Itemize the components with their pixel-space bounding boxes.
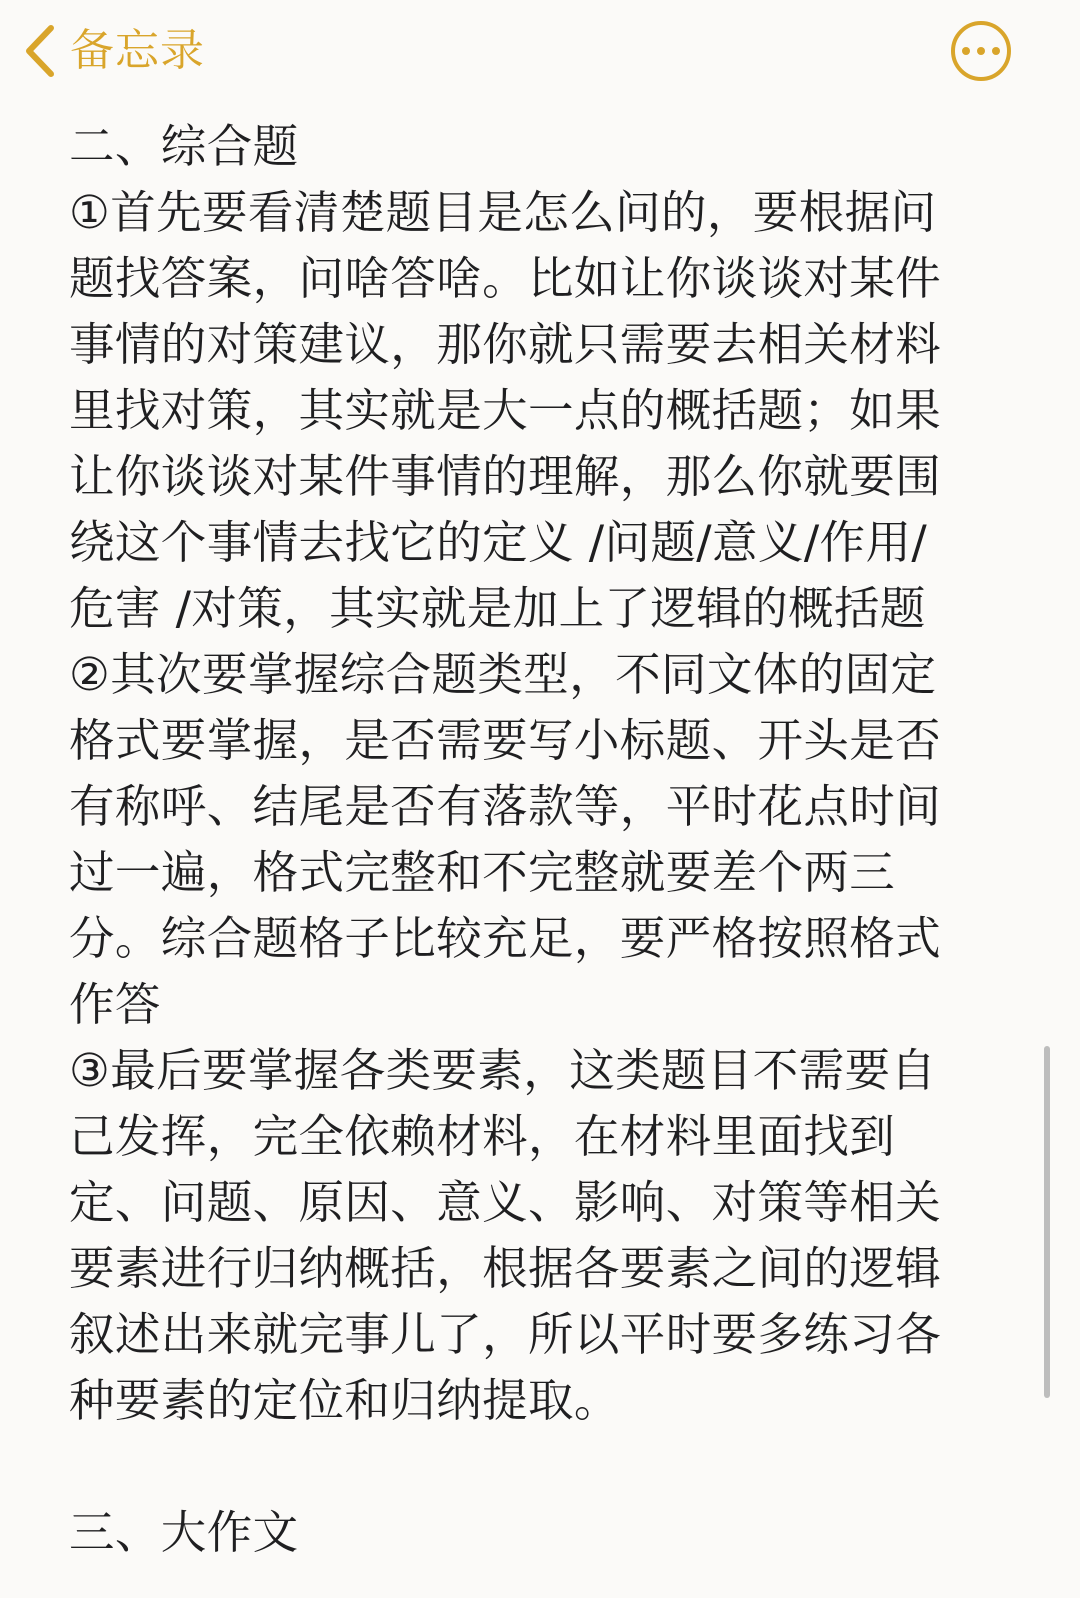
scrollbar[interactable] (1044, 1046, 1050, 1398)
blank-line (69, 1434, 974, 1500)
note-line: 作答 (69, 978, 161, 1031)
back-label: 备忘录 (70, 25, 205, 76)
navigation-bar (0, 0, 1080, 105)
note-line: ③最后要掌握各类要素，这类题目不需要自 (69, 1044, 937, 1097)
note-line: 分。综合题格子比较充足，要严格按照格式 (69, 912, 942, 965)
note-line: 绕这个事情去找它的定义 /问题/意义/作用/ (69, 516, 928, 569)
chevron-left-icon (22, 23, 56, 79)
note-content[interactable] (69, 114, 974, 1566)
note-line: ①首先要看清楚题目是怎么问的，要根据问 (69, 186, 937, 239)
note-line: 题找答案，问啥答啥。比如让你谈谈对某件 (69, 252, 942, 305)
note-line: ②其次要掌握综合题类型，不同文体的固定 (69, 648, 937, 701)
back-button[interactable] (22, 20, 205, 82)
note-line: 里找对策，其实就是大一点的概括题；如果 (69, 384, 942, 437)
note-line: 有称呼、结尾是否有落款等，平时花点时间 (69, 780, 942, 833)
section-heading: 三、大作文 (69, 1506, 299, 1559)
ellipsis-dot (992, 47, 1000, 55)
note-line: 过一遍，格式完整和不完整就要差个两三 (69, 846, 896, 899)
note-line: 叙述出来就完事儿了，所以平时要多练习各 (69, 1308, 942, 1361)
ellipsis-dot (977, 47, 985, 55)
note-line: 事情的对策建议，那你就只需要去相关材料 (69, 318, 942, 371)
note-line: 种要素的定位和归纳提取。 (69, 1374, 620, 1427)
note-line: 危害 /对策，其实就是加上了逻辑的概括题 (69, 582, 926, 635)
more-options-button[interactable] (951, 21, 1011, 81)
note-line: 要素进行归纳概括，根据各要素之间的逻辑 (69, 1242, 942, 1295)
note-line: 格式要掌握，是否需要写小标题、开头是否 (69, 714, 942, 767)
note-line: 让你谈谈对某件事情的理解，那么你就要围 (69, 450, 942, 503)
ellipsis-circle-icon (962, 47, 970, 55)
note-line: 己发挥，完全依赖材料，在材料里面找到 (69, 1110, 896, 1163)
section-heading: 二、综合题 (69, 120, 299, 173)
note-line: 定、问题、原因、意义、影响、对策等相关 (69, 1176, 942, 1229)
